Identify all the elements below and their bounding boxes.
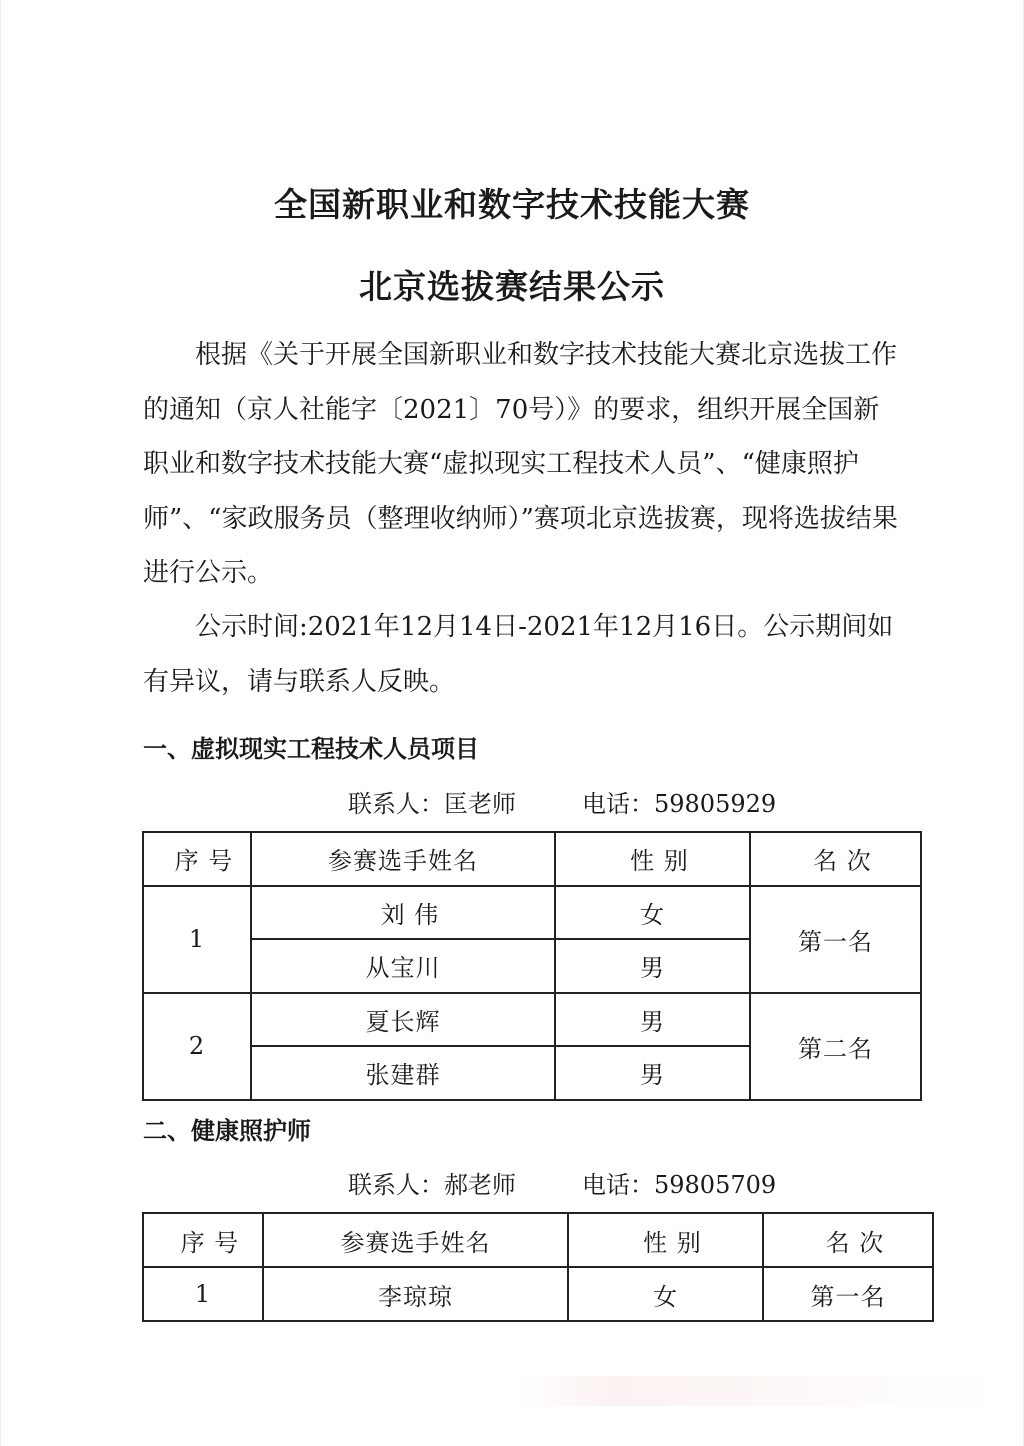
header-cell-name: 参赛选手姓名 [263, 1213, 568, 1267]
cell-rank: 第一名 [763, 1267, 933, 1321]
table-row [143, 993, 921, 1047]
contact-line-health-care [348, 1169, 776, 1201]
header-cell-rank: 名 次 [763, 1213, 933, 1267]
header-cell-name: 参赛选手姓名 [251, 832, 555, 886]
contact-line-vr [348, 788, 776, 820]
cell-no: 1 [143, 1267, 263, 1321]
header-cell-rank: 名 次 [750, 832, 921, 886]
table-row [143, 886, 921, 940]
cell-name: 李琼琼 [263, 1267, 568, 1321]
contact-phone: 电话：59805929 [582, 790, 777, 818]
table-row [143, 1267, 933, 1321]
header-cell-no: 序 号 [143, 832, 251, 886]
document-title-line-2: 北京选拔赛结果公示 [359, 267, 665, 306]
cell-gender: 女 [568, 1267, 763, 1321]
cell-gender: 男 [555, 993, 750, 1047]
notice-period-paragraph: 公示时间:2021年12月14日-2021年12月16日。公示期间如有异议，请与联系人反映。 [143, 612, 894, 697]
cell-name: 夏长辉 [251, 993, 555, 1047]
results-table-health-care [142, 1212, 934, 1322]
cell-name: 从宝川 [251, 939, 555, 993]
cell-rank: 第二名 [750, 993, 921, 1100]
header-cell-gender: 性 别 [568, 1213, 763, 1267]
section-heading-vr: 一、虚拟现实工程技术人员项目 [143, 735, 479, 763]
document-title-line-1: 全国新职业和数字技术技能大赛 [274, 185, 750, 224]
table-header-row [143, 1213, 933, 1267]
intro-paragraph: 根据《关于开展全国新职业和数字技术技能大赛北京选拔工作的通知（京人社能字〔2021〕70号）》的要求，组织开展全国新职业和数字技术技能大赛“虚拟现实工程技术人员”、“健康照护师”、“家政服务员（整理收纳师）”赛项北京选拔赛，现将选拔结果进行公示。 [143, 340, 898, 588]
table-header-row [143, 832, 921, 886]
cell-rank: 第一名 [750, 886, 921, 993]
contact-person: 联系人：匡老师 [348, 790, 516, 818]
results-table-vr [142, 831, 922, 1101]
cell-gender: 男 [555, 939, 750, 993]
contact-person: 联系人：郝老师 [348, 1171, 516, 1199]
cell-no: 2 [143, 993, 251, 1100]
header-cell-no: 序 号 [143, 1213, 263, 1267]
contact-phone: 电话：59805709 [582, 1171, 777, 1199]
cell-name: 刘 伟 [251, 886, 555, 940]
section-heading-health-care: 二、健康照护师 [143, 1117, 311, 1145]
cell-gender: 男 [555, 1046, 750, 1100]
cell-no: 1 [143, 886, 251, 993]
scan-smudge [515, 1376, 995, 1406]
header-cell-gender: 性 别 [555, 832, 750, 886]
cell-gender: 女 [555, 886, 750, 940]
cell-name: 张建群 [251, 1046, 555, 1100]
